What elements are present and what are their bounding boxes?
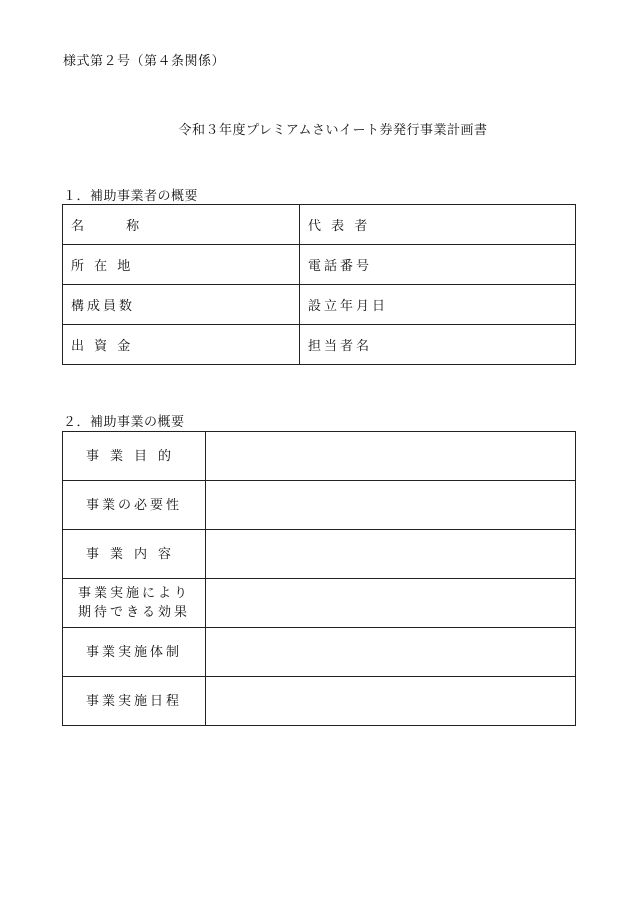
- table-row: [63, 325, 576, 365]
- project-overview-table: [62, 431, 576, 726]
- project-necessity-label: 事業の必要性: [63, 481, 206, 530]
- representative-label: 代 表 者: [300, 205, 576, 245]
- implementation-structure-label: 事業実施体制: [63, 628, 206, 677]
- project-necessity-value[interactable]: [206, 481, 576, 530]
- name-label: 名 称: [63, 205, 300, 245]
- table-row: [63, 481, 576, 530]
- expected-effects-value[interactable]: [206, 579, 576, 628]
- implementation-schedule-label: 事業実施日程: [63, 677, 206, 726]
- table-row: [63, 205, 576, 245]
- project-purpose-value[interactable]: [206, 432, 576, 481]
- project-content-value[interactable]: [206, 530, 576, 579]
- address-label: 所 在 地: [63, 245, 300, 285]
- table-row: [63, 530, 576, 579]
- section2-heading: ２．補助事業の概要: [63, 415, 185, 430]
- phone-number-label: 電話番号: [300, 245, 576, 285]
- table-row: [63, 628, 576, 677]
- table-row: [63, 245, 576, 285]
- form-number: 様式第２号（第４条関係）: [63, 54, 226, 69]
- expected-effects-label: [63, 579, 206, 628]
- document-title: 令和３年度プレミアムさいイート券発行事業計画書: [178, 123, 488, 138]
- table-row: [63, 677, 576, 726]
- section1-heading: １．補助事業者の概要: [63, 189, 199, 204]
- table-row: [63, 579, 576, 628]
- implementation-structure-value[interactable]: [206, 628, 576, 677]
- contact-person-label: 担当者名: [300, 325, 576, 365]
- established-date-label: 設立年月日: [300, 285, 576, 325]
- table-row: [63, 285, 576, 325]
- capital-label: 出 資 金: [63, 325, 300, 365]
- implementation-schedule-value[interactable]: [206, 677, 576, 726]
- business-operator-overview-table: [62, 204, 576, 365]
- member-count-label: 構成員数: [63, 285, 300, 325]
- project-content-label: 事業内容: [63, 530, 206, 579]
- table-row: [63, 432, 576, 481]
- expected-effects-label-line1: 事業実施により: [77, 586, 190, 601]
- expected-effects-label-line2: 期待できる効果: [77, 605, 190, 620]
- project-purpose-label: 事業目的: [63, 432, 206, 481]
